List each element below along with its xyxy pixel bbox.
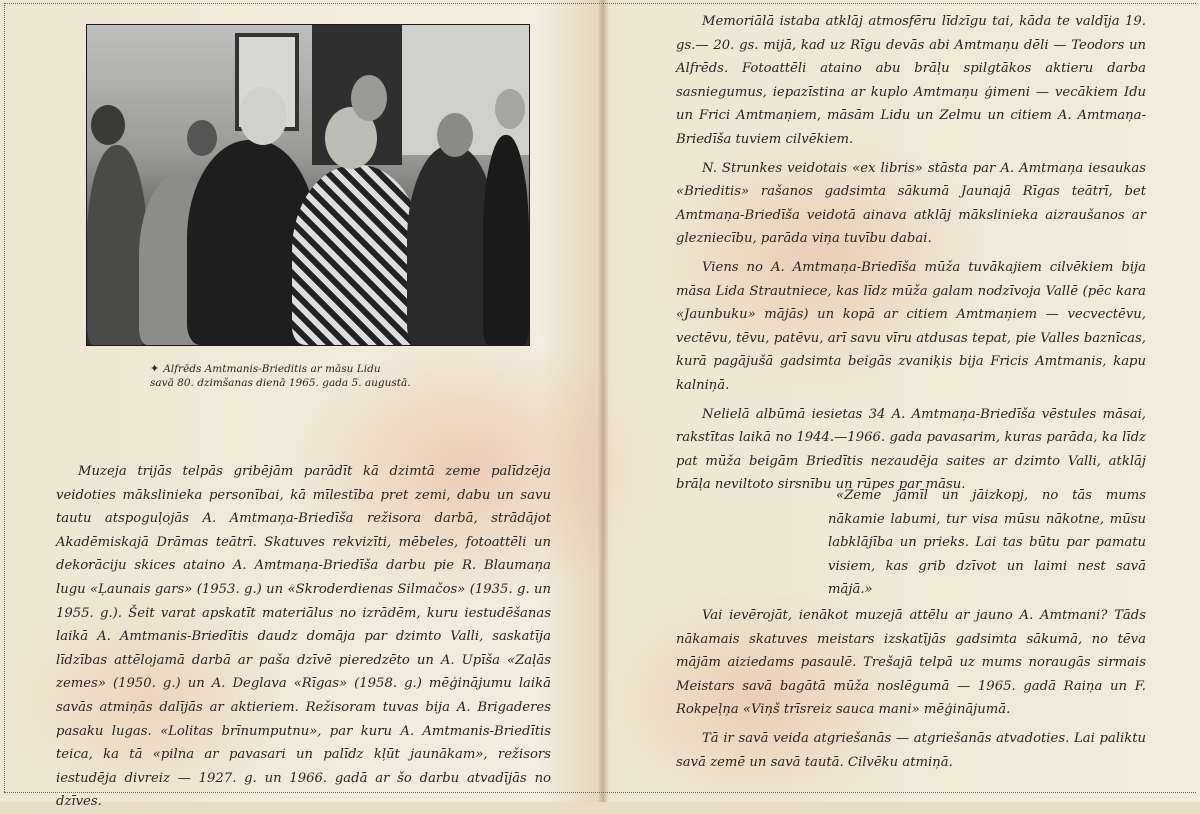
- paragraph-return: Tā ir savā veida atgriešanās — atgriešanās atvadoties. Lai paliktu savā zemē un savā tautā. Cilvēku atmiņā.: [676, 730, 1146, 770]
- historical-photograph: [86, 24, 530, 346]
- right-page-body: [676, 10, 1146, 502]
- caption-line-1: Alfrēds Amtmanis-Brieditis ar māsu Lidu: [163, 363, 381, 375]
- caption-line-2: savā 80. dzimšanas dienā 1965. gada 5. augustā.: [150, 377, 411, 389]
- photo-caption: [150, 362, 460, 390]
- right-page-closing: [676, 604, 1146, 779]
- paragraph-sister-lida: Viens no A. Amtmaņa-Briedīša mūža tuvākajiem cilvēkiem bija māsa Lida Strautniece, kas līdz mūža galam nodzīvoja Vallē (pēc kara «Jaunbuku» mājās) un kopā ar citiem Amtmaņiem — vecvectēvu, vectēvu, tēvu, patēvu, arī savu vīru atdusas tepat, pie Valles baznīcas, kurā pagājušā gadsimta beigās zvaniķis bija Fricis Amtmanis, kapu kalniņā.: [676, 259, 1146, 393]
- left-page-body-text: Muzeja trijās telpās gribējām parādīt kā dzimtā zeme palīdzēja veidoties mākslinieka personībai, kā mīlestība pret zemi, dabu un savu tautu atspoguļojās A. Amtmaņa-Briedīša režisora darbā, strādājot Akadēmiskajā Drāmas teātrī. Skatuves rekvizīti, mēbeles, fotoattēli un dekorāciju skices ataino A. Amtmaņa-Briedīša darbu pie R. Blaumaņa lugu «Ļaunais gars» (1953. g.) un «Skroderdienas Silmačos» (1935. g. un 1955. g.). Šeit varat apskatīt materiālus no izrādēm, kuru iestudēšanas laikā A. Amtmanis-Briedītis daudz domāja par dzimto Valli, saskatīja līdzības attēlojamā darbā ar paša dzīvē pieredzēto un A. Upīša «Zaļās zemes» (1950. g.) un A. Deglava «Rīgas» (1958. g.) mēģinājumu laikā savās atmiņās dalījās ar aktieriem. Režisoram tuvas bija A. Brigaderes pasaku lugas. «Lolitas brīnumputnu», par kuru A. Amtmanis-Briedītis teica, ka tā «pilna ar pavasari un palīdz kļūt jaunākam», režisors iestudēja divreiz — 1927. g. un 1966. gadā ar šo darbu atvadījās no dzīves.: [56, 464, 551, 810]
- quotation: «Zeme jāmīl un jāizkopj, no tās mums nākamie labumi, tur visa mūsu nākotne, mūsu labklājība un prieks. Lai tas būtu par pamatu visiem, kas grib dzīvot un laimi nest savā mājā.»: [828, 488, 1146, 598]
- paragraph-memorial-room: Memoriālā istaba atklāj atmosfēru līdzīgu tai, kāda te valdīja 19. gs.— 20. gs. mijā, kad uz Rīgu devās abi Amtmaņu dēli — Teodors un Alfrēds. Fotoattēli ataino abu brāļu spilgtākos aktieru darba sasniegumus, iepazīstina ar kuplo Amtmaņu ģimeni — vecākiem Idu un Frici Amtmaņiem, māsām Lidu un Zelmu un citiem A. Amtmaņa-Briedīša tuviem cilvēkiem.: [676, 14, 1146, 147]
- paragraph-young-amtmanis: Vai ievērojāt, ienākot muzejā attēlu ar jauno A. Amtmani? Tāds nākamais skatuves meistars izskatījās gadsimta sākumā, no tēva mājām aiziedams pasaulē. Trešajā telpā uz mums noraugās sirmais Meistars savā bagātā mūža noslēgumā — 1965. gadā Raiņa un F. Rokpeļņa «Viņš trīsreiz sauca mani» mēģinājumā.: [676, 608, 1146, 718]
- right-page: [606, 0, 1200, 802]
- left-page: [0, 0, 602, 810]
- paragraph-letters-album: Nelielā albūmā iesietas 34 A. Amtmaņa-Briedīša vēstules māsai, rakstītas laikā no 1944.—1966. gada pavasarim, kuras parāda, ka līdz pat mūža beigām Briedītis nezaudēja saites ar dzimto Valli, atklāj brāļa neviltoto sirsnību un rūpes par māsu.: [676, 406, 1146, 493]
- caption-marker: ✦: [150, 362, 160, 375]
- paragraph-ex-libris: N. Strunkes veidotais «ex libris» stāsta par A. Amtmaņa iesaukas «Brieditis» rašanos gadsimta sākumā Jaunajā Rīgas teātrī, bet Amtmaņa-Briedīša veidotā ainava atklāj mākslinieka aizraušanos ar glezniecību, parāda viņa tuvību dabai.: [676, 160, 1146, 247]
